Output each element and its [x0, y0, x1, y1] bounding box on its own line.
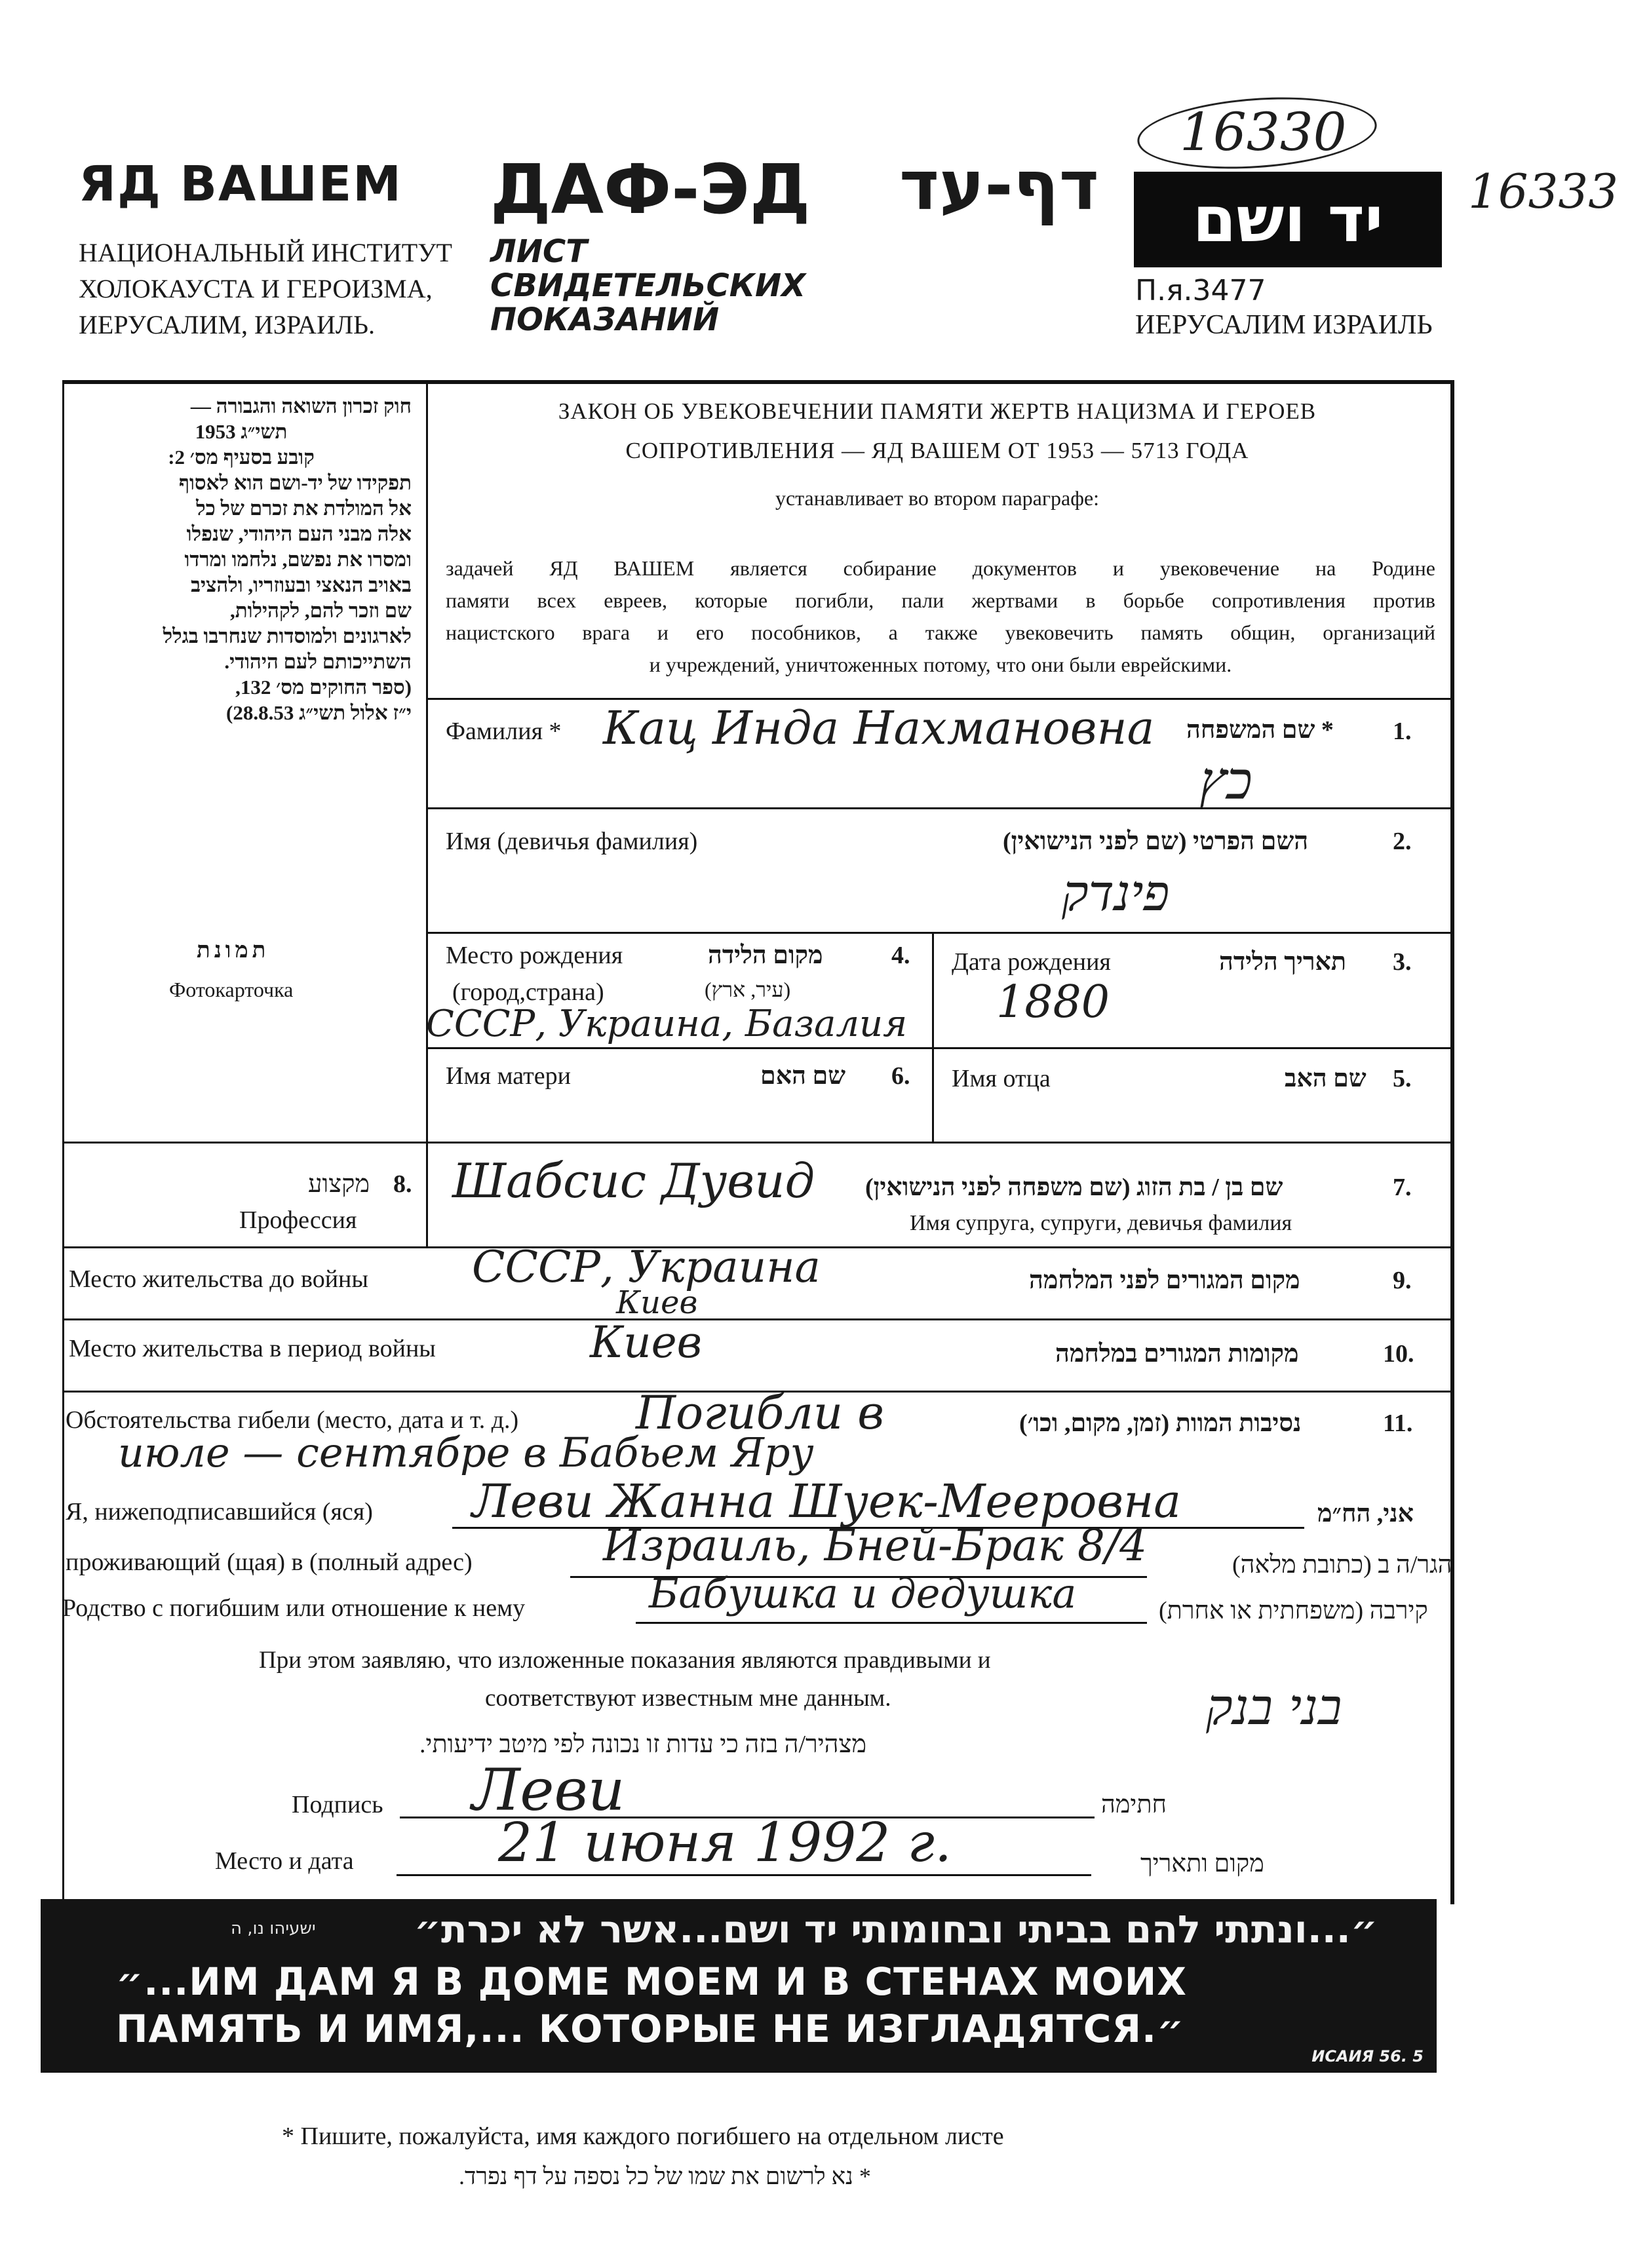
law-he-line: אל המולדת את זכרם של כל: [196, 497, 412, 520]
field-2-label-ru: Имя (девичья фамилия): [446, 828, 698, 855]
field-4-num: 4.: [891, 942, 910, 969]
banner-hebrew-ref: ישעיהו נו, ה: [231, 1919, 316, 1938]
institute-line-1: НАЦИОНАЛЬНЫЙ ИНСТИТУТ: [79, 238, 452, 267]
field-11-label-ru: Обстоятельства гибели (место, дата и т. д.): [66, 1406, 519, 1434]
field-9-num: 9.: [1393, 1267, 1412, 1294]
field-4-value[interactable]: СССР, Украина, Базалия: [426, 1003, 908, 1045]
banner-line-2: ПАМЯТЬ И ИМЯ,... КОТОРЫЕ НЕ ИЗГЛАДЯТСЯ.״: [116, 2007, 1185, 2051]
law-he-line: ומסרו את נפשם, נלחמו ומרדו: [184, 548, 412, 571]
banner-ref-ru: ИСАИЯ 56. 5: [1311, 2047, 1424, 2066]
field-1-value[interactable]: Кац Инда Нахмановна: [603, 701, 1155, 755]
field-11-value-2[interactable]: июле — сентябре в Бабьем Яру: [118, 1429, 814, 1476]
witness-relation[interactable]: Бабушка и дедушка: [649, 1569, 1077, 1617]
field-6-num: 6.: [891, 1062, 910, 1090]
law-he-line: תפקידו של יד-ושם הוא לאסוף: [178, 471, 412, 494]
field-3-num: 3.: [1393, 948, 1412, 976]
po-box: П.я.3477: [1135, 274, 1266, 307]
field-10-num: 10.: [1383, 1340, 1414, 1368]
field-11-label-he: נסיבות המוות (זמן, מקום, וכו׳): [1019, 1410, 1302, 1437]
org-name-ru: ЯД ВАШЕМ: [79, 156, 402, 212]
footer-note-ru: * Пишите, пожалуйста, имя каждого погибшего на отдельном листе: [282, 2123, 1004, 2150]
handwritten-id-top: 16330: [1180, 102, 1347, 163]
law-ru-body: [446, 552, 1435, 681]
declaration-line-1: При этом заявляю, что изложенные показания являются правдивыми и: [259, 1647, 991, 1674]
field-1-value-he[interactable]: כץ: [1199, 750, 1252, 811]
law-he-line: באויב הנאצי ובעוזריו, ולהציב: [191, 573, 412, 596]
subtitle-line-1: ЛИСТ: [490, 233, 588, 270]
institute-line-2: ХОЛОКАУСТА И ГЕРОИЗМА,: [79, 274, 433, 303]
field-9-value[interactable]: СССР, Украина: [472, 1242, 821, 1292]
law-ru-line: и учреждений, уничтоженных потому, что они были еврейскими.: [649, 653, 1232, 676]
law-he-line: שם וזכר להם, לקהילות,: [229, 599, 412, 622]
field-1-label-he: * שם המשפחה: [1186, 716, 1334, 744]
witness-rel-he: קירבה (משפחתית או אחרת): [1159, 1597, 1428, 1624]
field-1-num: 1.: [1393, 718, 1412, 745]
law-ru-line: задачей ЯД ВАШЕМ является собирание документов и увековечение на Родине: [446, 556, 1435, 580]
field-8-label-he: מקצוע: [308, 1170, 370, 1198]
field-7-num: 7.: [1393, 1174, 1412, 1201]
field-5-label-he: שם האב: [1285, 1065, 1367, 1092]
law-he-source-date: י״ז אלול תשי״ג 28.8.53): [226, 701, 412, 724]
declaration-line-2: соответствуют известным мне данным.: [485, 1685, 891, 1712]
field-9-value-2[interactable]: Киев: [616, 1284, 698, 1321]
witness-i-he: אני, הח״מ: [1317, 1500, 1414, 1528]
law-ru-line: нацистского врага и его пособников, а также увековечить память общин, организаций: [446, 621, 1435, 644]
field-2-value-he[interactable]: פינדק: [1062, 864, 1170, 922]
field-2-num: 2.: [1393, 828, 1412, 855]
law-he-line: חוק זכרון השואה והגבורה —: [190, 394, 412, 417]
photo-label-ru: Фотокарточка: [169, 978, 294, 1001]
handwritten-id-side: 16333: [1468, 164, 1619, 219]
place-date-label-he: מקום ותאריך: [1140, 1850, 1264, 1877]
banner-line-1: ״...ИМ ДАМ Я В ДОМЕ МОЕМ И В СТЕНАХ МОИХ: [116, 1959, 1187, 2004]
subtitle-line-3: ПОКАЗАНИЙ: [490, 301, 720, 338]
field-7-value[interactable]: Шабсис Дувид: [452, 1153, 815, 1208]
logo-text: יד ושם: [1192, 183, 1384, 256]
field-4-label-he: מקום הלידה: [708, 942, 823, 969]
law-ru-title-2: СОПРОТИВЛЕНИЯ — ЯД ВАШЕМ ОТ 1953 — 5713 ГОДА: [625, 438, 1249, 463]
witness-name[interactable]: Леви Жанна Шуек-Мееровна: [472, 1474, 1181, 1528]
signature-label-he: חתימה: [1101, 1791, 1167, 1818]
field-7-label-he: שם בן / בת הזוג (שם משפחה לפני הנישואין): [865, 1174, 1283, 1201]
witness-addr-he: הגר/ה ב (כתובת מלאה): [1232, 1551, 1452, 1579]
field-10-label-ru: Место жительства в период войны: [69, 1335, 436, 1362]
field-10-label-he: מקומות המגורים במלחמה: [1055, 1340, 1299, 1368]
signature-label-ru: Подпись: [292, 1791, 383, 1818]
declaration-he: מצהיר/ה בזה כי עדות זו נכונה לפי מיטב ידיעותי.: [419, 1731, 866, 1758]
witness-side-note-he: בני בנק: [1206, 1678, 1342, 1736]
field-9-label-ru: Место жительства до войны: [69, 1265, 368, 1293]
field-1-label-ru: Фамилия *: [446, 718, 562, 745]
header-city: ИЕРУСАЛИМ ИЗРАИЛЬ: [1135, 310, 1433, 340]
field-4-label-ru: Место рождения: [446, 942, 623, 969]
form-title-he: דף-עד: [899, 145, 1099, 225]
witness-addr-ru: проживающий (щая) в (полный адрес): [66, 1548, 473, 1576]
witness-i-ru: Я, нижеподписавшийся (яся): [66, 1498, 373, 1526]
field-6-label-he: שם האם: [760, 1062, 846, 1090]
signature-value[interactable]: Леви: [472, 1756, 625, 1824]
yad-vashem-logo: [1134, 172, 1442, 267]
field-8-num: 8.: [393, 1170, 412, 1198]
field-11-num: 11.: [1383, 1410, 1413, 1437]
form-title-ru: ДАФ-ЭД: [490, 149, 811, 229]
field-3-value[interactable]: 1880: [996, 976, 1110, 1028]
field-8-label-ru: Профессия: [239, 1206, 357, 1234]
field-4-label-ru-2: (город,страна): [452, 978, 604, 1006]
witness-rel-ru: Родство с погибшим или отношение к нему: [62, 1594, 526, 1622]
witness-address[interactable]: Израиль, Бней-Брак 8/4: [603, 1520, 1148, 1571]
law-he-line: לארגונים ולמוסדות שנחרבו בגלל: [163, 625, 412, 647]
law-he-line: תשי״ג 1953: [195, 420, 288, 443]
law-he-line: קובע בסעיף מס׳ 2:: [168, 446, 315, 469]
field-2-label-he: השם הפרטי (שם לפני הנישואין): [1003, 828, 1309, 855]
institute-line-3: ИЕРУСАЛИМ, ИЗРАИЛЬ.: [79, 310, 375, 339]
place-date-label-ru: Место и дата: [215, 1847, 354, 1875]
field-6-label-ru: Имя матери: [446, 1062, 571, 1090]
place-date-value[interactable]: 21 июня 1992 г.: [498, 1812, 952, 1874]
field-5-label-ru: Имя отца: [952, 1065, 1051, 1092]
law-ru-line: памяти всех евреев, которые погибли, пали жертвами в борьбе сопротивления против: [446, 588, 1435, 612]
field-10-value[interactable]: Киев: [590, 1317, 703, 1368]
field-7-label-ru: Имя супруга, супруги, девичья фамилия: [910, 1211, 1292, 1235]
field-11-value[interactable]: Погибли в: [636, 1386, 885, 1440]
field-9-label-he: מקום המגורים לפני המלחמה: [1029, 1267, 1300, 1294]
banner-hebrew-quote: ״...ונתתי להם בביתי ובחומותי יד ושם...אשר לא יכרת״: [414, 1907, 1378, 1951]
field-3-label-ru: Дата рождения: [952, 948, 1111, 976]
subtitle-line-2: СВИДЕТЕЛЬСКИХ: [490, 267, 806, 304]
field-4-label-he-2: (עיר, ארץ): [705, 978, 791, 1001]
law-he-source: (ספר החוקים מס׳ 132,: [235, 676, 412, 699]
law-he-block: [71, 393, 412, 725]
law-he-line: אלה מבני העם היהודי, שנפלו: [186, 522, 412, 545]
photo-label-he: תמונת: [197, 938, 270, 963]
quote-banner: [41, 1899, 1437, 2073]
law-ru-title-1: ЗАКОН ОБ УВЕКОВЕЧЕНИИ ПАМЯТИ ЖЕРТВ НАЦИЗМА И ГЕРОЕВ: [558, 398, 1317, 424]
law-ru-sub: устанавливает во втором параграфе:: [775, 486, 1100, 510]
law-he-line: השתייכותם לעם היהודי.: [224, 650, 412, 673]
field-3-label-he: תאריך הלידה: [1219, 948, 1347, 976]
footer-note-he: * נא לרשום את שמו של כל נספה על דף נפרד.: [459, 2163, 871, 2189]
field-5-num: 5.: [1393, 1065, 1412, 1092]
